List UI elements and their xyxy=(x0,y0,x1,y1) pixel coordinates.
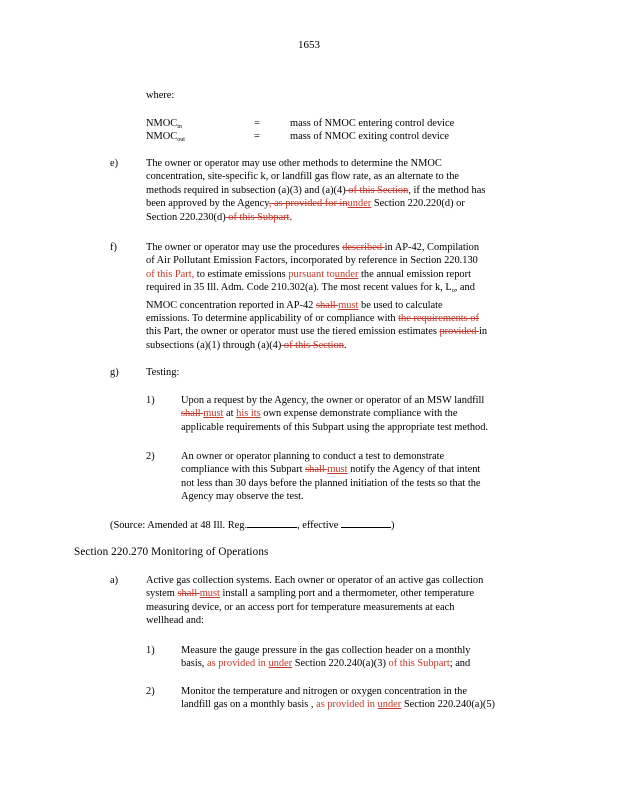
paragraph-e: The owner or operator may use other methods to determine the NMOC concentration, site-specific k, or landfill gas flow rate, as an alternate to the methods required in subsection (a)(3) and (a)(4) of this Section, if the method has been approved by the Agency, as provided for inunder Section 220.220(d) or Section 220.230(d) of this Subpart. xyxy=(146,158,486,223)
page-number: 1653 xyxy=(298,39,320,51)
definition-text: mass of NMOC entering control device xyxy=(290,118,455,129)
paragraph-f: The owner or operator may use the procedures described in AP-42, Compilation of Air Pollutant Emission Factors, incorporated by reference in Section 220.130 of this Part, to estimate emissions pursuant tounder the annual emission report required in 35 Ill. Adm. Code 210.302(a). The most recent values for k, $L_o$, and NMOC concentration reported in AP-42 shall must be used to calculate emissions. To determine applicability of or compliance with the requirements of this Part, the owner or operator must use the tiered emission estimates provided in subsections (a)(1) through (a)(4) of this Section. xyxy=(146,242,488,351)
item-number: 1) xyxy=(146,395,155,406)
where-label: where: xyxy=(146,90,175,101)
item-number: 2) xyxy=(146,451,155,462)
testing-item-2: An owner or operator planning to conduct a test to demonstrate compliance with this Subpart shall must notify the Agency of that intent not less than 30 days before the planned initiation of the tests so that the Agency may observe the test. xyxy=(181,451,481,503)
paragraph-label-f: f) xyxy=(110,242,117,253)
monitoring-item-2: Monitor the temperature and nitrogen or oxygen concentration in the landfill gas on a monthly basis , as provided in under Section 220.240(a)(5) xyxy=(181,686,495,711)
source-note: (Source: Amended at 48 Ill. Reg. , effective ) xyxy=(110,520,395,531)
paragraph-label-a: a) xyxy=(110,575,119,586)
definition-term: $NMOC_{in}$ xyxy=(146,118,182,130)
definition-equals: = xyxy=(254,118,260,129)
item-number: 2) xyxy=(146,686,155,697)
item-number: 1) xyxy=(146,645,155,656)
definition-text: mass of NMOC exiting control device xyxy=(290,131,450,142)
section-heading: Section 220.270 Monitoring of Operations xyxy=(74,546,269,558)
definition-term: $NMOC_{out}$ xyxy=(146,131,185,143)
paragraph-label-g: g) xyxy=(110,367,119,378)
paragraph-a: Active gas collection systems. Each owner or operator of an active gas collection system shall must install a sampling port and a thermometer, other temperature measuring device, or an access port for temperature measurements at each wellhead and: xyxy=(146,575,484,627)
testing-heading: Testing: xyxy=(146,367,180,378)
monitoring-item-1: Measure the gauge pressure in the gas collection header on a monthly basis, as provided in under Section 220.240(a)(3) of this Subpart; and xyxy=(181,645,471,670)
definition-equals: = xyxy=(254,131,260,142)
testing-item-1: Upon a request by the Agency, the owner or operator of an MSW landfill shall must at his its own expense demonstrate compliance with the applicable requirements of this Subpart using the appropriate test method. xyxy=(181,395,489,433)
paragraph-label-e: e) xyxy=(110,158,119,169)
